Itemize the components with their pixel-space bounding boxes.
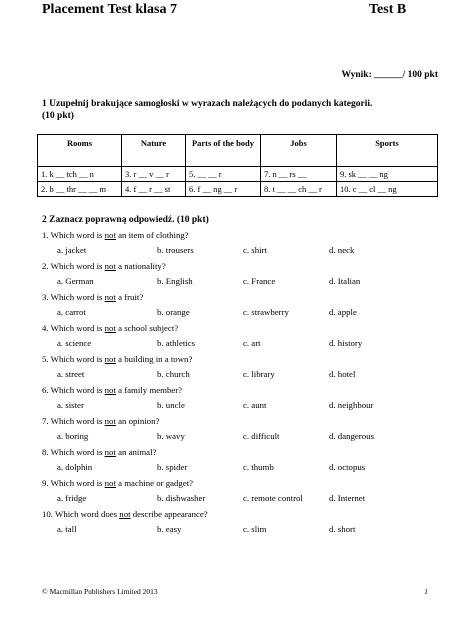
underlined-keyword: not — [104, 230, 116, 240]
answer-option[interactable]: a. German — [57, 276, 94, 286]
answer-option[interactable]: d. neck — [329, 245, 355, 255]
underlined-keyword: not — [104, 292, 116, 302]
answer-option[interactable]: a. tall — [57, 524, 77, 534]
question-text: 2. Which word is not a nationality? — [42, 261, 166, 271]
underlined-keyword: not — [104, 354, 116, 364]
table-row — [38, 167, 438, 182]
question-text: 4. Which word is not a school subject? — [42, 323, 179, 333]
question-text: 5. Which word is not a building in a town? — [42, 354, 193, 364]
word-gap-cell: 10. c __ cl __ ng — [337, 182, 438, 197]
answer-option[interactable]: b. wavy — [157, 431, 185, 441]
score-line: Wynik: ______/ 100 pkt — [341, 70, 438, 80]
word-gap-cell: 8. t __ __ ch __ r — [261, 182, 337, 197]
page-number: 1 — [424, 587, 428, 596]
answer-option[interactable]: c. difficult — [243, 431, 280, 441]
answer-option[interactable]: c. slim — [243, 524, 267, 534]
word-gap-cell: 3. r __ v __ r — [122, 167, 186, 182]
column-header: Sports — [337, 135, 438, 167]
answer-option[interactable]: c. France — [243, 276, 276, 286]
answer-option[interactable]: a. science — [57, 338, 92, 348]
answer-option[interactable]: d. neighbour — [329, 400, 374, 410]
answer-option[interactable]: a. carrot — [57, 307, 86, 317]
test-title: Placement Test klasa 7 — [42, 2, 177, 17]
table-header-row — [38, 135, 438, 167]
question-text: 8. Which word is not an animal? — [42, 447, 157, 457]
column-header: Nature — [122, 135, 186, 167]
word-gap-cell: 5. __ __ r — [186, 167, 261, 182]
answer-option[interactable]: c. art — [243, 338, 261, 348]
question-text: 6. Which word is not a family member? — [42, 385, 183, 395]
underlined-keyword: not — [104, 385, 116, 395]
answer-option[interactable]: d. short — [329, 524, 356, 534]
answer-option[interactable]: b. easy — [157, 524, 182, 534]
column-header: Jobs — [261, 135, 337, 167]
answer-option[interactable]: a. dolphin — [57, 462, 93, 472]
underlined-keyword: not — [104, 416, 116, 426]
answer-option[interactable]: b. uncle — [157, 400, 185, 410]
answer-option[interactable]: c. aunt — [243, 400, 267, 410]
answer-option[interactable]: b. athletics — [157, 338, 196, 348]
answer-option[interactable]: a. fridge — [57, 493, 87, 503]
copyright: © Macmillan Publishers Limited 2013 — [42, 587, 158, 596]
column-header: Rooms — [38, 135, 122, 167]
question-text: 3. Which word is not a fruit? — [42, 292, 144, 302]
answer-option[interactable]: d. octopus — [329, 462, 366, 472]
underlined-keyword: not — [104, 261, 116, 271]
section1-title: 1 Uzupełnij brakujące samogłoski w wyrazach należących do podanych kategorii. — [42, 99, 373, 109]
answer-option[interactable]: a. street — [57, 369, 85, 379]
answer-option[interactable]: d. Internet — [329, 493, 366, 503]
column-header: Parts of the body — [186, 135, 261, 167]
answer-option[interactable]: b. church — [157, 369, 190, 379]
category-table — [37, 134, 438, 197]
answer-option[interactable]: c. shirt — [243, 245, 267, 255]
question-text: 9. Which word is not a machine or gadget? — [42, 478, 194, 488]
test-version: Test B — [369, 2, 407, 17]
answer-option[interactable]: b. trousers — [157, 245, 194, 255]
question-text: 10. Which word does not describe appearance? — [42, 509, 208, 519]
answer-option[interactable]: b. spider — [157, 462, 188, 472]
answer-option[interactable]: d. history — [329, 338, 363, 348]
answer-option[interactable]: c. strawberry — [243, 307, 289, 317]
table-row — [38, 182, 438, 197]
underlined-keyword: not — [104, 478, 116, 488]
answer-option[interactable]: c. remote control — [243, 493, 303, 503]
section2-title: 2 Zaznacz poprawną odpowiedź. (10 pkt) — [42, 215, 209, 225]
answer-option[interactable]: d. apple — [329, 307, 357, 317]
word-gap-cell: 6. f __ ng __ r — [186, 182, 261, 197]
underlined-keyword: not — [119, 509, 131, 519]
word-gap-cell: 9. sk __ __ ng — [337, 167, 438, 182]
word-gap-cell: 7. n __ rs __ — [261, 167, 337, 182]
answer-option[interactable]: c. library — [243, 369, 275, 379]
word-gap-cell: 1. k __ tch __ n — [38, 167, 122, 182]
underlined-keyword: not — [104, 447, 116, 457]
question-text: 7. Which word is not an opinion? — [42, 416, 160, 426]
question-text: 1. Which word is not an item of clothing? — [42, 230, 189, 240]
word-gap-cell: 2. b __ thr __ __ m — [38, 182, 122, 197]
answer-option[interactable]: d. hotel — [329, 369, 356, 379]
section1-points: (10 pkt) — [42, 111, 74, 121]
answer-option[interactable]: d. Italian — [329, 276, 361, 286]
word-gap-cell: 4. f __ r __ st — [122, 182, 186, 197]
answer-option[interactable]: c. thumb — [243, 462, 274, 472]
answer-option[interactable]: b. English — [157, 276, 193, 286]
answer-option[interactable]: b. orange — [157, 307, 190, 317]
answer-option[interactable]: d. dangerous — [329, 431, 374, 441]
answer-option[interactable]: a. jacket — [57, 245, 87, 255]
answer-option[interactable]: b. dishwasher — [157, 493, 206, 503]
underlined-keyword: not — [104, 323, 116, 333]
answer-option[interactable]: a. sister — [57, 400, 84, 410]
answer-option[interactable]: a. boring — [57, 431, 89, 441]
